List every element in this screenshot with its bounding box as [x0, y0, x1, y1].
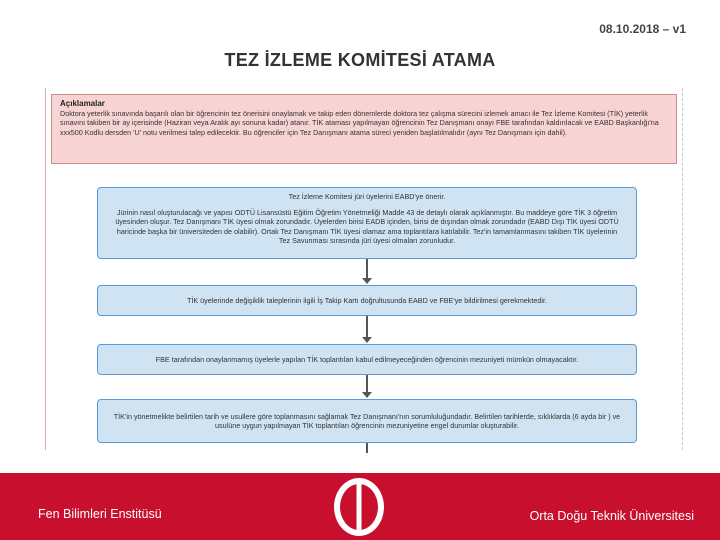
flow-step-1-heading: Tez İzleme Komitesi jüri üyelerini EABD'ye önerir. — [288, 192, 446, 201]
flow-step-3 — [97, 344, 637, 375]
flow-arrow-3 — [366, 375, 368, 393]
footer-bar — [0, 473, 720, 540]
footer-university: Orta Doğu Teknik Üniversitesi — [529, 509, 694, 523]
footer-institute: Fen Bilimleri Enstitüsü — [38, 507, 162, 521]
flow-arrow-1 — [366, 259, 368, 279]
flow-step-1-text: Jürinin nasıl oluşturulacağı ve yapısı ODTÜ Lisansüstü Eğitim Öğretim Yönetmeliği Madde 43 de detaylı olarak açıklanmıştır. Bu maddeye göre TİK 3 öğretim üyesinden oluşur. Tez Danışmanı TİK üyesi olmak zorundadır. Üyelerden birisi EADB içinden, birisi de dışından olmak zorundadır (EABD Dışı TİK üyesi ODTÜ haricinde başka bir üniversiteden de olabilir). Ortak Tez Danışmanı TİK üyesi olamaz ama toplantılara katılabilir. Tez'in tamamlanmasını takiben TİK üyelerinin Tez Savunması sırasında jüri üyesi olmaları zorunludur. — [115, 208, 619, 245]
flow-step-4-text: TİK'in yönetmelikte belirtilen tarih ve usullere göre toplanmasını sağlamak Tez Danışmanı'nın sorumluluğundadır. Belirtilen tarihlerde, sıklıklarda (6 ayda bir ) ve usulüne uygun yapılmayan TİK toplantıları öğrencinin mezuniyetine engel durumlar oluşturabilir. — [113, 411, 621, 430]
flow-step-3-text: FBE tarafından onaylanmamış üyelerle yapılan TİK toplantıları kabul edilmeyeceğinden öğrencinin mezuniyeti mümkün olmayacaktır. — [155, 354, 579, 364]
flow-arrow-4 — [366, 443, 368, 453]
version-label: 08.10.2018 – v1 — [599, 22, 686, 36]
notes-heading: Açıklamalar — [60, 99, 105, 108]
flow-arrow-2 — [366, 316, 368, 338]
flow-step-4 — [97, 399, 637, 443]
notes-text: Doktora yeterlik sınavında başarılı olan bir öğrencinin tez önerisini onaylamak ve takip eden dönemlerde doktora tez çalışma sürecini izlemek amacı ile Tez İzleme Komitesi (TİK) yeterlik sınavını takiben bir ay içerisinde (Haziran veya Aralık ayı sonuna kadar) atanır. TİK ataması yapılmayan öğrencinin Tez Danışmanı onayı FBE tarafından kaldırılacak ve EABD Başkanlığı'na xxx500 Kodlu dersden 'U' notu verilmesi talep edilecektir. Bu öğrenciler için Tez Danışmanı atama süreci yeniden başlatılmalıdır (aynı Tez Danışmanı için dahil). — [60, 108, 659, 137]
flow-step-1 — [97, 187, 637, 259]
notes-box — [51, 94, 677, 164]
metu-logo-icon — [332, 475, 386, 539]
flow-step-2-text: TİK üyelerinde değişiklik taleplerinin ilgili İş Takip Kartı doğrultusunda EABD ve FBE'ye bildirilmesi gerekmektedir. — [187, 295, 547, 305]
page-title: TEZ İZLEME KOMİTESİ ATAMA — [224, 50, 496, 70]
flow-step-2 — [97, 285, 637, 316]
